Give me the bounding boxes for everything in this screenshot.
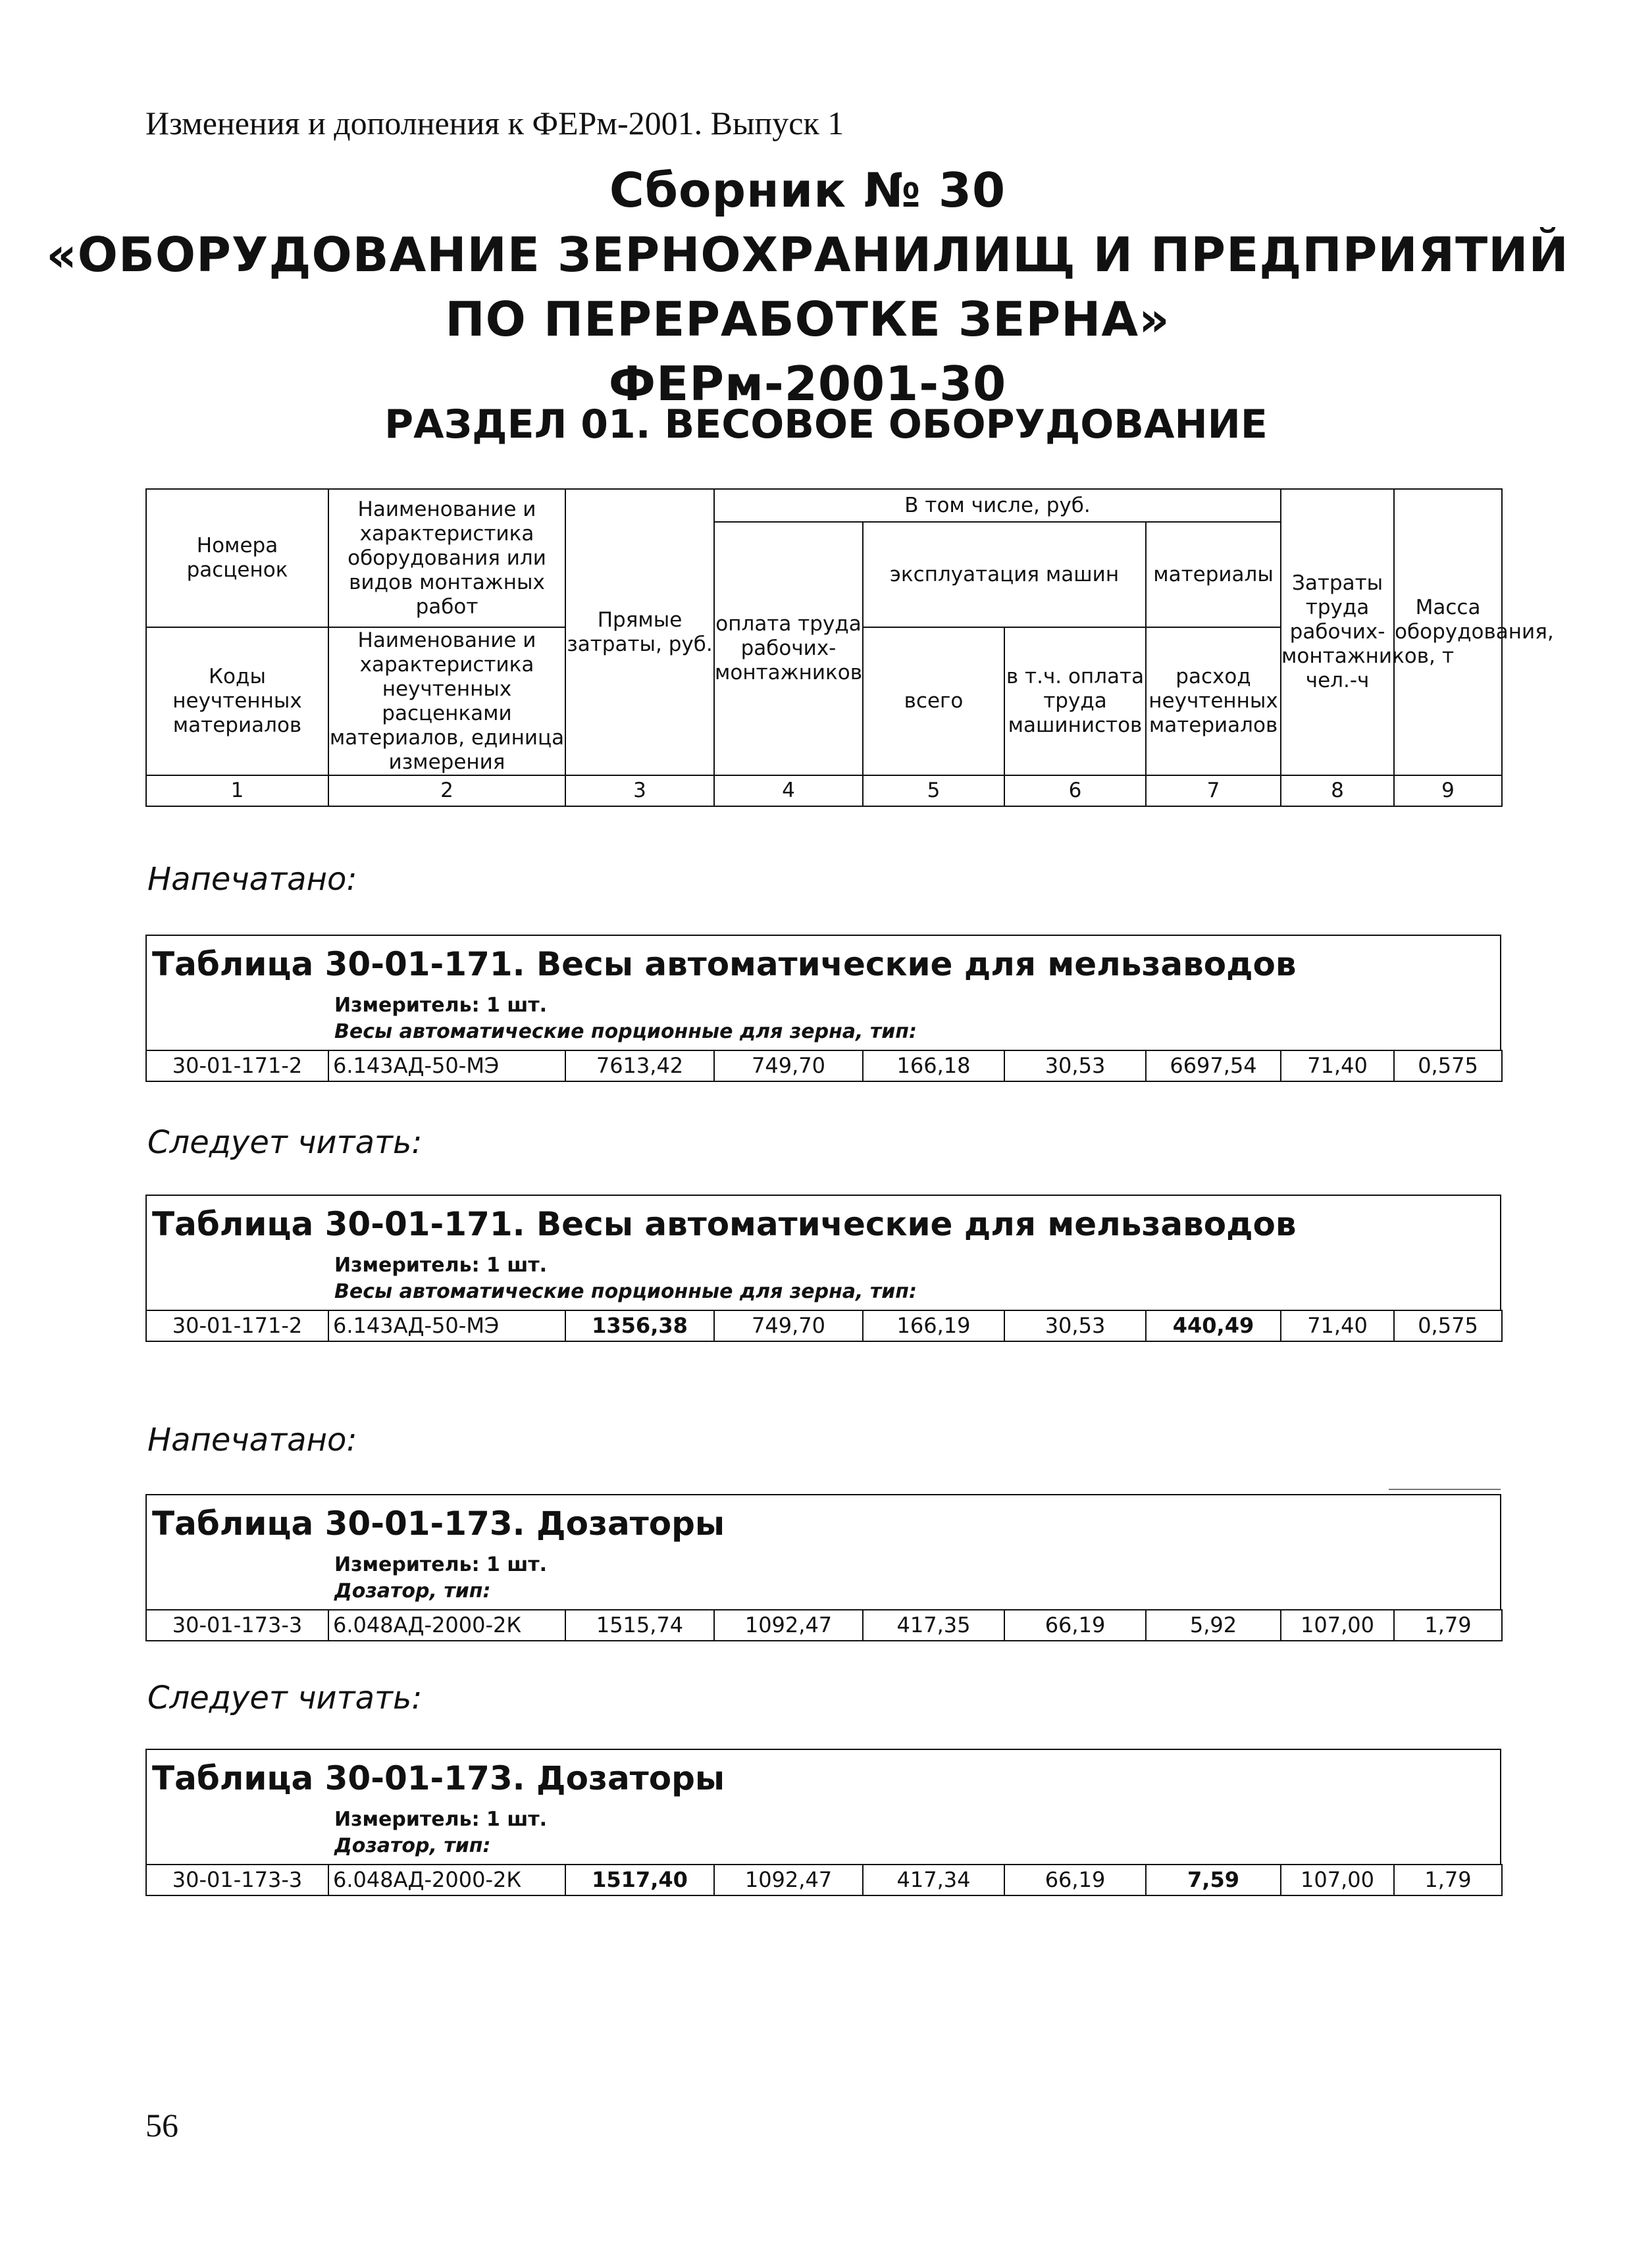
header-col6: в т.ч. оплата труда машинистов [1004, 627, 1146, 775]
header-incl: В том числе, руб. [714, 489, 1281, 522]
table-subtitle: Дозатор, тип: [334, 1834, 491, 1857]
labor-pay: 749,70 [714, 1050, 863, 1081]
table-row [146, 1865, 1502, 1895]
title-line-4: ФЕРм-2001-30 [608, 356, 1007, 411]
printed-label: Напечатано: [147, 1422, 357, 1458]
direct-costs: 7613,42 [565, 1050, 714, 1081]
page-number: 56 [145, 2107, 178, 2144]
measure-unit: Измеритель: 1 шт. [334, 1254, 547, 1277]
title-line-3: ПО ПЕРЕРАБОТКЕ ЗЕРНА» [445, 292, 1170, 347]
rate-code: 30-01-171-2 [146, 1050, 328, 1081]
column-number: 3 [565, 775, 714, 806]
materials: 440,49 [1146, 1310, 1281, 1341]
collection-title [0, 158, 1615, 416]
direct-costs: 1517,40 [565, 1865, 714, 1895]
table-title: Таблица 30-01-171. Весы автоматические для мельзаводов [152, 945, 1297, 983]
column-number: 1 [146, 775, 328, 806]
labor-hours: 107,00 [1281, 1610, 1394, 1641]
machinist-pay: 30,53 [1004, 1050, 1146, 1081]
equipment-mass: 0,575 [1394, 1050, 1502, 1081]
machines-total: 417,34 [863, 1865, 1004, 1895]
materials: 5,92 [1146, 1610, 1281, 1641]
materials: 7,59 [1146, 1865, 1281, 1895]
direct-costs: 1356,38 [565, 1310, 714, 1341]
table-row [146, 1310, 1502, 1341]
table-heading [145, 1749, 1501, 1864]
labor-hours: 107,00 [1281, 1865, 1394, 1895]
equipment-mass: 0,575 [1394, 1310, 1502, 1341]
should-read-label: Следует читать: [147, 1124, 423, 1161]
rate-code: 30-01-173-3 [146, 1865, 328, 1895]
table-subtitle: Весы автоматические порционные для зерна, тип: [334, 1020, 917, 1043]
header-col7: расход неучтенных материалов [1146, 627, 1281, 775]
equipment-type: 6.048АД-2000-2К [328, 1865, 565, 1895]
printed-label: Напечатано: [147, 861, 357, 898]
equipment-mass: 1,79 [1394, 1610, 1502, 1641]
direct-costs: 1515,74 [565, 1610, 714, 1641]
running-head: Изменения и дополнения к ФЕРм-2001. Выпуск 1 [145, 105, 844, 142]
correction-block-corrected-171 [145, 1195, 1501, 1342]
header-col9: Масса оборудования, т [1394, 489, 1502, 775]
machines-total: 166,19 [863, 1310, 1004, 1341]
table-row [146, 1610, 1502, 1641]
title-line-2: «ОБОРУДОВАНИЕ ЗЕРНОХРАНИЛИЩ И ПРЕДПРИЯТИЙ [46, 227, 1569, 282]
header-col1-top: Номера расценок [146, 489, 328, 627]
table-row [146, 1050, 1502, 1081]
rate-code: 30-01-173-3 [146, 1610, 328, 1641]
header-col2-top: Наименование и характеристика оборудования или видов монтажных работ [328, 489, 565, 627]
header-col3: Прямые затраты, руб. [565, 489, 714, 775]
column-number: 5 [863, 775, 1004, 806]
table-title: Таблица 30-01-171. Весы автоматические для мельзаводов [152, 1205, 1297, 1243]
labor-pay: 1092,47 [714, 1865, 863, 1895]
rate-code: 30-01-171-2 [146, 1310, 328, 1341]
table-title: Таблица 30-01-173. Дозаторы [152, 1505, 725, 1543]
column-number: 9 [1394, 775, 1502, 806]
title-line-1: Сборник № 30 [609, 163, 1006, 218]
machinist-pay: 66,19 [1004, 1865, 1146, 1895]
equipment-type: 6.143АД-50-МЭ [328, 1310, 565, 1341]
header-col5: всего [863, 627, 1004, 775]
labor-hours: 71,40 [1281, 1050, 1394, 1081]
column-number: 4 [714, 775, 863, 806]
rate-row-table [145, 1609, 1503, 1641]
rate-row-table [145, 1310, 1503, 1342]
equipment-type: 6.143АД-50-МЭ [328, 1050, 565, 1081]
rate-row-table [145, 1050, 1503, 1082]
correction-block-printed-171 [145, 935, 1501, 1082]
materials: 6697,54 [1146, 1050, 1281, 1081]
machinist-pay: 66,19 [1004, 1610, 1146, 1641]
column-number: 8 [1281, 775, 1394, 806]
labor-hours: 71,40 [1281, 1310, 1394, 1341]
divider [1389, 1489, 1501, 1490]
header-col8: Затраты труда рабочих-монтажников, чел.-ч [1281, 489, 1394, 775]
measure-unit: Измеритель: 1 шт. [334, 1808, 547, 1831]
correction-block-printed-173 [145, 1494, 1501, 1641]
column-header-table [145, 488, 1554, 807]
column-number: 2 [328, 775, 565, 806]
table-title: Таблица 30-01-173. Дозаторы [152, 1759, 725, 1797]
rate-row-table [145, 1864, 1503, 1896]
table-heading [145, 935, 1501, 1050]
header-col4: оплата труда рабочих-монтажников [714, 522, 863, 775]
correction-block-corrected-173 [145, 1749, 1501, 1896]
labor-pay: 749,70 [714, 1310, 863, 1341]
column-number: 7 [1146, 775, 1281, 806]
machines-total: 166,18 [863, 1050, 1004, 1081]
equipment-type: 6.048АД-2000-2К [328, 1610, 565, 1641]
header-materials: материалы [1146, 522, 1281, 627]
table-subtitle: Весы автоматические порционные для зерна, тип: [334, 1280, 917, 1303]
header-col2-bottom: Наименование и характеристика неучтенных расценками материалов, единица измерения [328, 627, 565, 775]
equipment-mass: 1,79 [1394, 1865, 1502, 1895]
section-title: РАЗДЕЛ 01. ВЕСОВОЕ ОБОРУДОВАНИЕ [384, 401, 1268, 448]
labor-pay: 1092,47 [714, 1610, 863, 1641]
table-heading [145, 1494, 1501, 1609]
header-machines: эксплуатация машин [863, 522, 1146, 627]
should-read-label: Следует читать: [147, 1680, 423, 1716]
machinist-pay: 30,53 [1004, 1310, 1146, 1341]
header-col1-bottom: Коды неучтенных материалов [146, 627, 328, 775]
table-heading [145, 1195, 1501, 1310]
column-number: 6 [1004, 775, 1146, 806]
measure-unit: Измеритель: 1 шт. [334, 1553, 547, 1576]
table-subtitle: Дозатор, тип: [334, 1580, 491, 1603]
measure-unit: Измеритель: 1 шт. [334, 994, 547, 1017]
machines-total: 417,35 [863, 1610, 1004, 1641]
